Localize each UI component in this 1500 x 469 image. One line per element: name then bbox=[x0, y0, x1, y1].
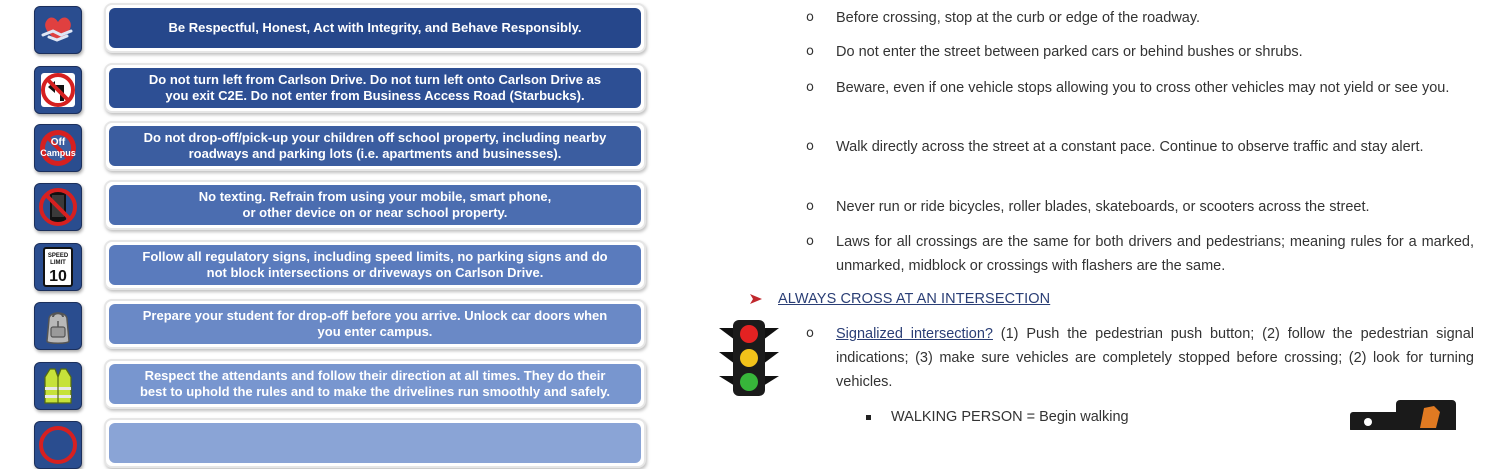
signalized-intersection-link[interactable]: Signalized intersection? bbox=[836, 326, 993, 342]
tip-text: Laws for all crossings are the same for both drivers and pedestrians; meaning rules for a marked, unmarked, midblock or crossings with flashers are the same. bbox=[836, 234, 1474, 274]
section-heading bbox=[748, 287, 1050, 311]
speed-limit-sign-icon bbox=[34, 243, 82, 291]
rule-text: Be Respectful, Honest, Act with Integrity, and Behave Responsibly. bbox=[168, 20, 582, 35]
pedestrian-signal-icon bbox=[1340, 398, 1460, 430]
driveline-rules-list bbox=[0, 0, 660, 430]
icon-label: Off bbox=[50, 137, 66, 148]
signalized-intersection-text: (1) Push the pedestrian push button; (2) follow the pedestrian signal indications; (3) make sure vehicles are completely stopped before crossing; (2) look for turning vehicles. bbox=[836, 326, 1474, 390]
tip-text: Walk directly across the street at a constant pace. Continue to observe traffic and stay alert. bbox=[836, 139, 1424, 155]
square-bullet bbox=[866, 415, 871, 420]
rule-row bbox=[0, 180, 660, 230]
icon-label: 10 bbox=[49, 268, 67, 285]
rule-text: Prepare your student for drop-off before you arrive. Unlock car doors when you enter campus. bbox=[142, 308, 608, 339]
icon-label: Campus bbox=[40, 148, 76, 158]
section-heading-text: ALWAYS CROSS AT AN INTERSECTION bbox=[778, 291, 1051, 307]
handshake-heart-icon bbox=[34, 6, 82, 54]
rule-text: Do not turn left from Carlson Drive. Do not turn left onto Carlson Drive as you exit C2E. Do not enter from Business Access Road (Starbucks). bbox=[148, 72, 602, 103]
tip-text: Do not enter the street between parked cars or behind bushes or shrubs. bbox=[836, 44, 1303, 60]
rule-box bbox=[104, 299, 646, 349]
rule-panel bbox=[109, 423, 641, 463]
rule-panel bbox=[109, 8, 641, 48]
rule-panel bbox=[109, 68, 641, 108]
circle-bullet: o bbox=[806, 199, 814, 214]
no-left-turn-icon bbox=[34, 66, 82, 114]
rule-box bbox=[104, 180, 646, 230]
rule-row bbox=[0, 418, 660, 468]
rule-box bbox=[104, 359, 646, 409]
rule-text: Do not drop-off/pick-up your children off school property, including nearby roadways and parking lots (i.e. apartments and businesses). bbox=[143, 130, 607, 161]
rule-row bbox=[0, 63, 660, 113]
sub-item-text: WALKING PERSON = Begin walking bbox=[891, 409, 1129, 425]
rule-box bbox=[104, 63, 646, 113]
prohibited-partial-icon bbox=[34, 421, 82, 469]
sub-list-item bbox=[866, 405, 1129, 429]
circle-bullet: o bbox=[806, 44, 814, 59]
tip-text: Beware, even if one vehicle stops allowing you to cross other vehicles may not yield or see you. bbox=[836, 80, 1450, 96]
rule-row bbox=[0, 240, 660, 290]
rule-row bbox=[0, 299, 660, 349]
crossing-tips bbox=[700, 0, 1490, 430]
icon-label: LIMIT bbox=[50, 260, 66, 266]
rule-panel bbox=[109, 364, 641, 404]
red-arrow-bullet-icon bbox=[748, 292, 764, 306]
no-phone-icon bbox=[34, 183, 82, 231]
off-campus-prohibited-icon bbox=[34, 124, 82, 172]
tip-text: Never run or ride bicycles, roller blades, skateboards, or scooters across the street. bbox=[836, 199, 1370, 215]
safety-vest-icon bbox=[34, 362, 82, 410]
rule-panel bbox=[109, 245, 641, 285]
backpack-icon bbox=[34, 302, 82, 350]
rule-row bbox=[0, 121, 660, 171]
icon-label: SPEED bbox=[47, 253, 69, 259]
traffic-light-icon bbox=[717, 320, 781, 396]
rule-box bbox=[104, 240, 646, 290]
rule-text: No texting. Refrain from using your mobile, smart phone, or other device on or near school property. bbox=[198, 189, 552, 220]
rule-panel bbox=[109, 185, 641, 225]
circle-bullet: o bbox=[806, 234, 814, 249]
rule-row bbox=[0, 3, 660, 53]
rule-panel bbox=[109, 304, 641, 344]
rule-row bbox=[0, 359, 660, 409]
tip-text: Before crossing, stop at the curb or edge of the roadway. bbox=[836, 10, 1201, 26]
rule-text: Respect the attendants and follow their direction at all times. They do their best to uphold the rules and to make the drivelines run smoothly and safely. bbox=[139, 368, 610, 399]
rule-panel bbox=[109, 126, 641, 166]
rule-box bbox=[104, 418, 646, 468]
rule-text: Follow all regulatory signs, including speed limits, no parking signs and do not block intersections or driveways on Carlson Drive. bbox=[142, 249, 608, 280]
circle-bullet: o bbox=[806, 139, 814, 154]
rule-box bbox=[104, 3, 646, 53]
circle-bullet: o bbox=[806, 80, 814, 95]
circle-bullet: o bbox=[806, 10, 814, 25]
tip-text bbox=[836, 322, 1474, 394]
circle-bullet: o bbox=[806, 326, 814, 341]
rule-box bbox=[104, 121, 646, 171]
